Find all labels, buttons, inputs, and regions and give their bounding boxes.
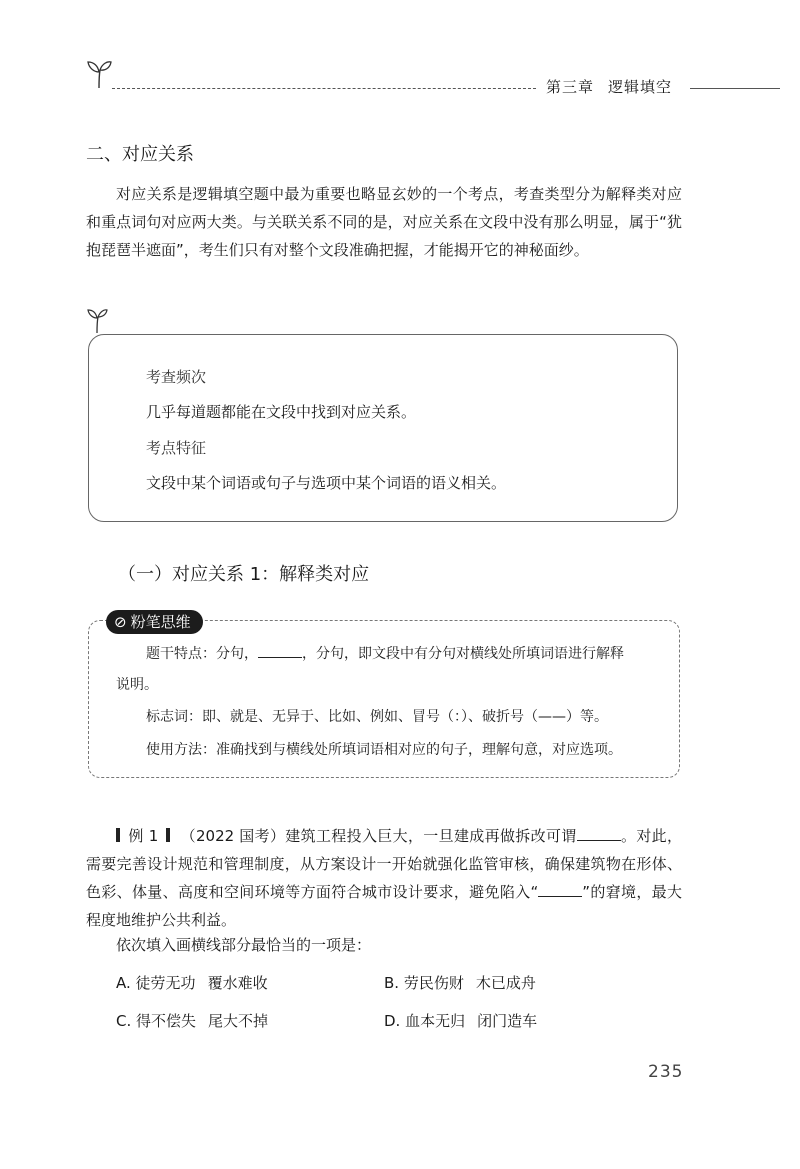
option-word-1: 徒劳无功 (135, 974, 196, 992)
thinking-badge (106, 610, 203, 634)
option-letter: B. (384, 974, 400, 992)
feature-line (146, 643, 624, 663)
chapter-title: 逻辑填空 (608, 78, 673, 96)
option-d (384, 1010, 537, 1031)
answer-blank-2 (538, 882, 582, 897)
example-text-3: ”的窘境，最大程度地维护公共利益。 (86, 883, 682, 929)
header-divider-left (112, 88, 536, 89)
marker-words-line: 标志词：即、就是、无异于、比如、例如、冒号（：）、破折号（——）等。 (146, 709, 608, 725)
frequency-text: 几乎每道题都能在文段中找到对应关系。 (146, 403, 417, 421)
sprout-icon (86, 306, 108, 334)
answer-blank-1 (577, 826, 621, 841)
pencil-icon: ⊘ (114, 613, 127, 631)
intro-paragraph: 对应关系是逻辑填空题中最为重要也略显玄妙的一个考点，考查类型分为解释类对应和重点词句对应两大类。与关联关系不同的是，对应关系在文段中没有那么明显，属于“犹抱琵琶半遮面”，考生们只有对整个文段准确把握，才能揭开它的神秘面纱。 (86, 185, 682, 259)
option-word-2: 尾大不掉 (208, 1012, 269, 1030)
feature-text: 文段中某个词语或句子与选项中某个词语的语义相关。 (146, 474, 507, 492)
page-number: 235 (648, 1062, 684, 1082)
example-marker-right (166, 828, 170, 842)
frequency-label: 考查频次 (146, 368, 207, 386)
chapter-number: 第三章 (546, 78, 595, 96)
example-text-1: （2022 国考）建筑工程投入巨大，一旦建成再做拆改可谓 (180, 827, 577, 845)
option-word-1: 劳民伤财 (403, 974, 464, 992)
option-letter: A. (116, 974, 131, 992)
feature-line-end: ，分句，即文段中有分句对横线处所填词语进行解释 (302, 646, 624, 662)
feature-label: 考点特征 (146, 439, 207, 457)
sprout-icon (86, 58, 112, 90)
feature-line-start: 题干特点：分句， (146, 646, 258, 662)
header-divider-right (690, 88, 780, 89)
option-word-2: 覆水难收 (207, 974, 268, 992)
usage-line: 使用方法：准确找到与横线处所填词语相对应的句子，理解句意，对应选项。 (146, 742, 622, 758)
question-prompt: 依次填入画横线部分最恰当的一项是： (116, 936, 372, 954)
thinking-badge-label: 粉笔思维 (130, 613, 191, 631)
example-paragraph (86, 822, 682, 934)
key-points-box (88, 334, 678, 522)
option-word-1: 得不偿失 (136, 1012, 197, 1030)
option-b (384, 972, 536, 993)
option-word-2: 闭门造车 (477, 1012, 538, 1030)
option-word-1: 血本无归 (405, 1012, 466, 1030)
example-text-2: 。对此，需要完善设计规范和管理制度，从方案设计一开始就强化监管审核，确保建筑物在形体、色彩、体量、高度和空间环境等方面符合城市设计要求，避免陷入“ (86, 827, 682, 901)
chapter-heading (546, 76, 672, 97)
option-a (116, 972, 268, 993)
subsection-title: （一）对应关系 1：解释类对应 (118, 564, 370, 585)
feature-line-continued: 说明。 (116, 677, 158, 693)
example-label: 例 1 (128, 827, 159, 845)
answer-blank (258, 643, 302, 658)
section-title: 二、对应关系 (86, 144, 194, 165)
option-word-2: 木已成舟 (475, 974, 536, 992)
option-letter: C. (116, 1012, 132, 1030)
option-letter: D. (384, 1012, 401, 1030)
option-c (116, 1010, 268, 1031)
example-marker-left (116, 828, 120, 842)
